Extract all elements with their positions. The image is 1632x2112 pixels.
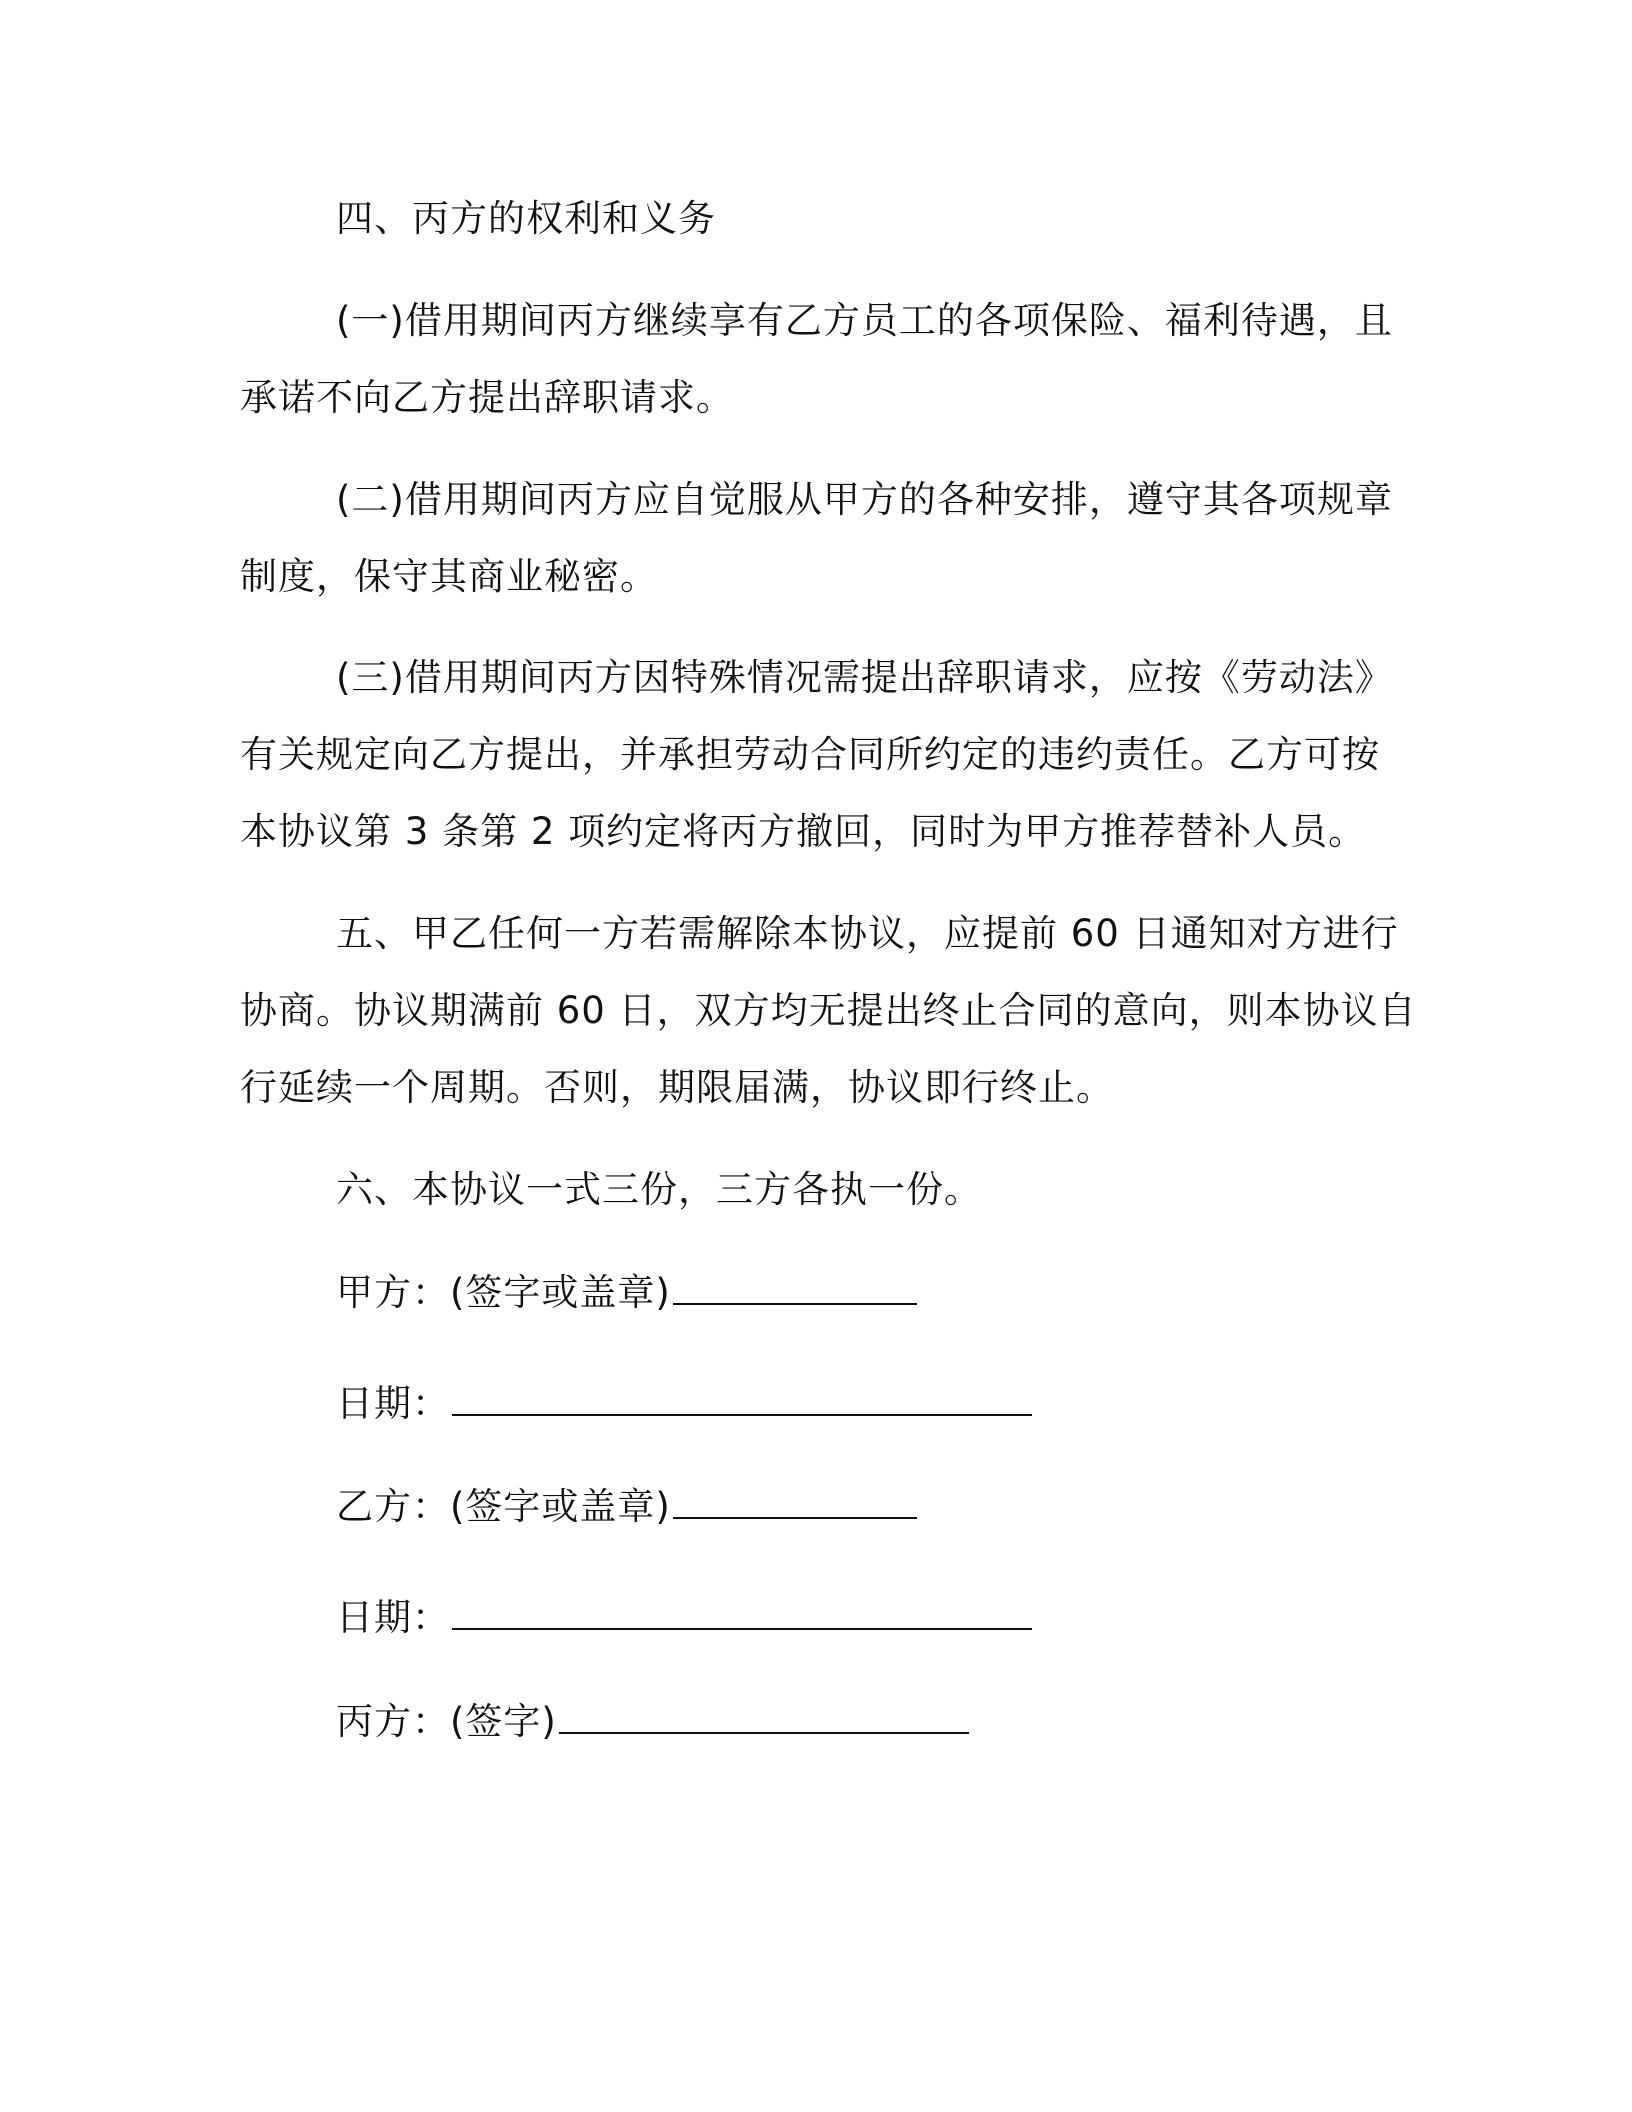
party-a-signature-row <box>336 1269 917 1316</box>
item-1-line-1: (一)借用期间丙方继续享有乙方员工的各项保险、福利待遇，且 <box>336 299 1393 342</box>
party-c-signature-row <box>336 1698 969 1745</box>
item-3-line-2: 有关规定向乙方提出，并承担劳动合同所约定的违约责任。乙方可按 <box>240 733 1380 776</box>
item-2-line-1: (二)借用期间丙方应自觉服从甲方的各种安排，遵守其各项规章 <box>336 478 1393 521</box>
section-4-heading: 四、丙方的权利和义务 <box>336 197 716 240</box>
party-a-signature-blank <box>673 1269 917 1305</box>
section-5-line-1: 五、甲乙任何一方若需解除本协议，应提前 60 日通知对方进行 <box>336 912 1399 955</box>
date-a-blank <box>452 1380 1032 1416</box>
item-3-line-1: (三)借用期间丙方因特殊情况需提出辞职请求，应按《劳动法》 <box>336 656 1393 699</box>
section-6-line-1: 六、本协议一式三份，三方各执一份。 <box>336 1168 982 1211</box>
item-3-line-3: 本协议第 3 条第 2 项约定将丙方撤回，同时为甲方推荐替补人员。 <box>240 810 1367 853</box>
item-1-line-2: 承诺不向乙方提出辞职请求。 <box>240 376 734 419</box>
party-b-signature-row <box>336 1483 917 1530</box>
date-a-row <box>336 1380 1032 1427</box>
section-5-line-3: 行延续一个周期。否则，期限届满，协议即行终止。 <box>240 1066 1114 1109</box>
date-a-label: 日期： <box>336 1382 450 1425</box>
date-b-row <box>336 1594 1032 1641</box>
party-b-signature-blank <box>673 1483 917 1519</box>
party-c-label: 丙方：(签字) <box>336 1700 557 1743</box>
party-b-label: 乙方：(签字或盖章) <box>336 1485 671 1528</box>
item-2-line-2: 制度，保守其商业秘密。 <box>240 555 658 598</box>
date-b-label: 日期： <box>336 1596 450 1639</box>
date-b-blank <box>452 1594 1032 1630</box>
party-a-label: 甲方：(签字或盖章) <box>336 1271 671 1314</box>
party-c-signature-blank <box>559 1698 969 1734</box>
section-5-line-2: 协商。协议期满前 60 日，双方均无提出终止合同的意向，则本协议自 <box>240 989 1417 1032</box>
